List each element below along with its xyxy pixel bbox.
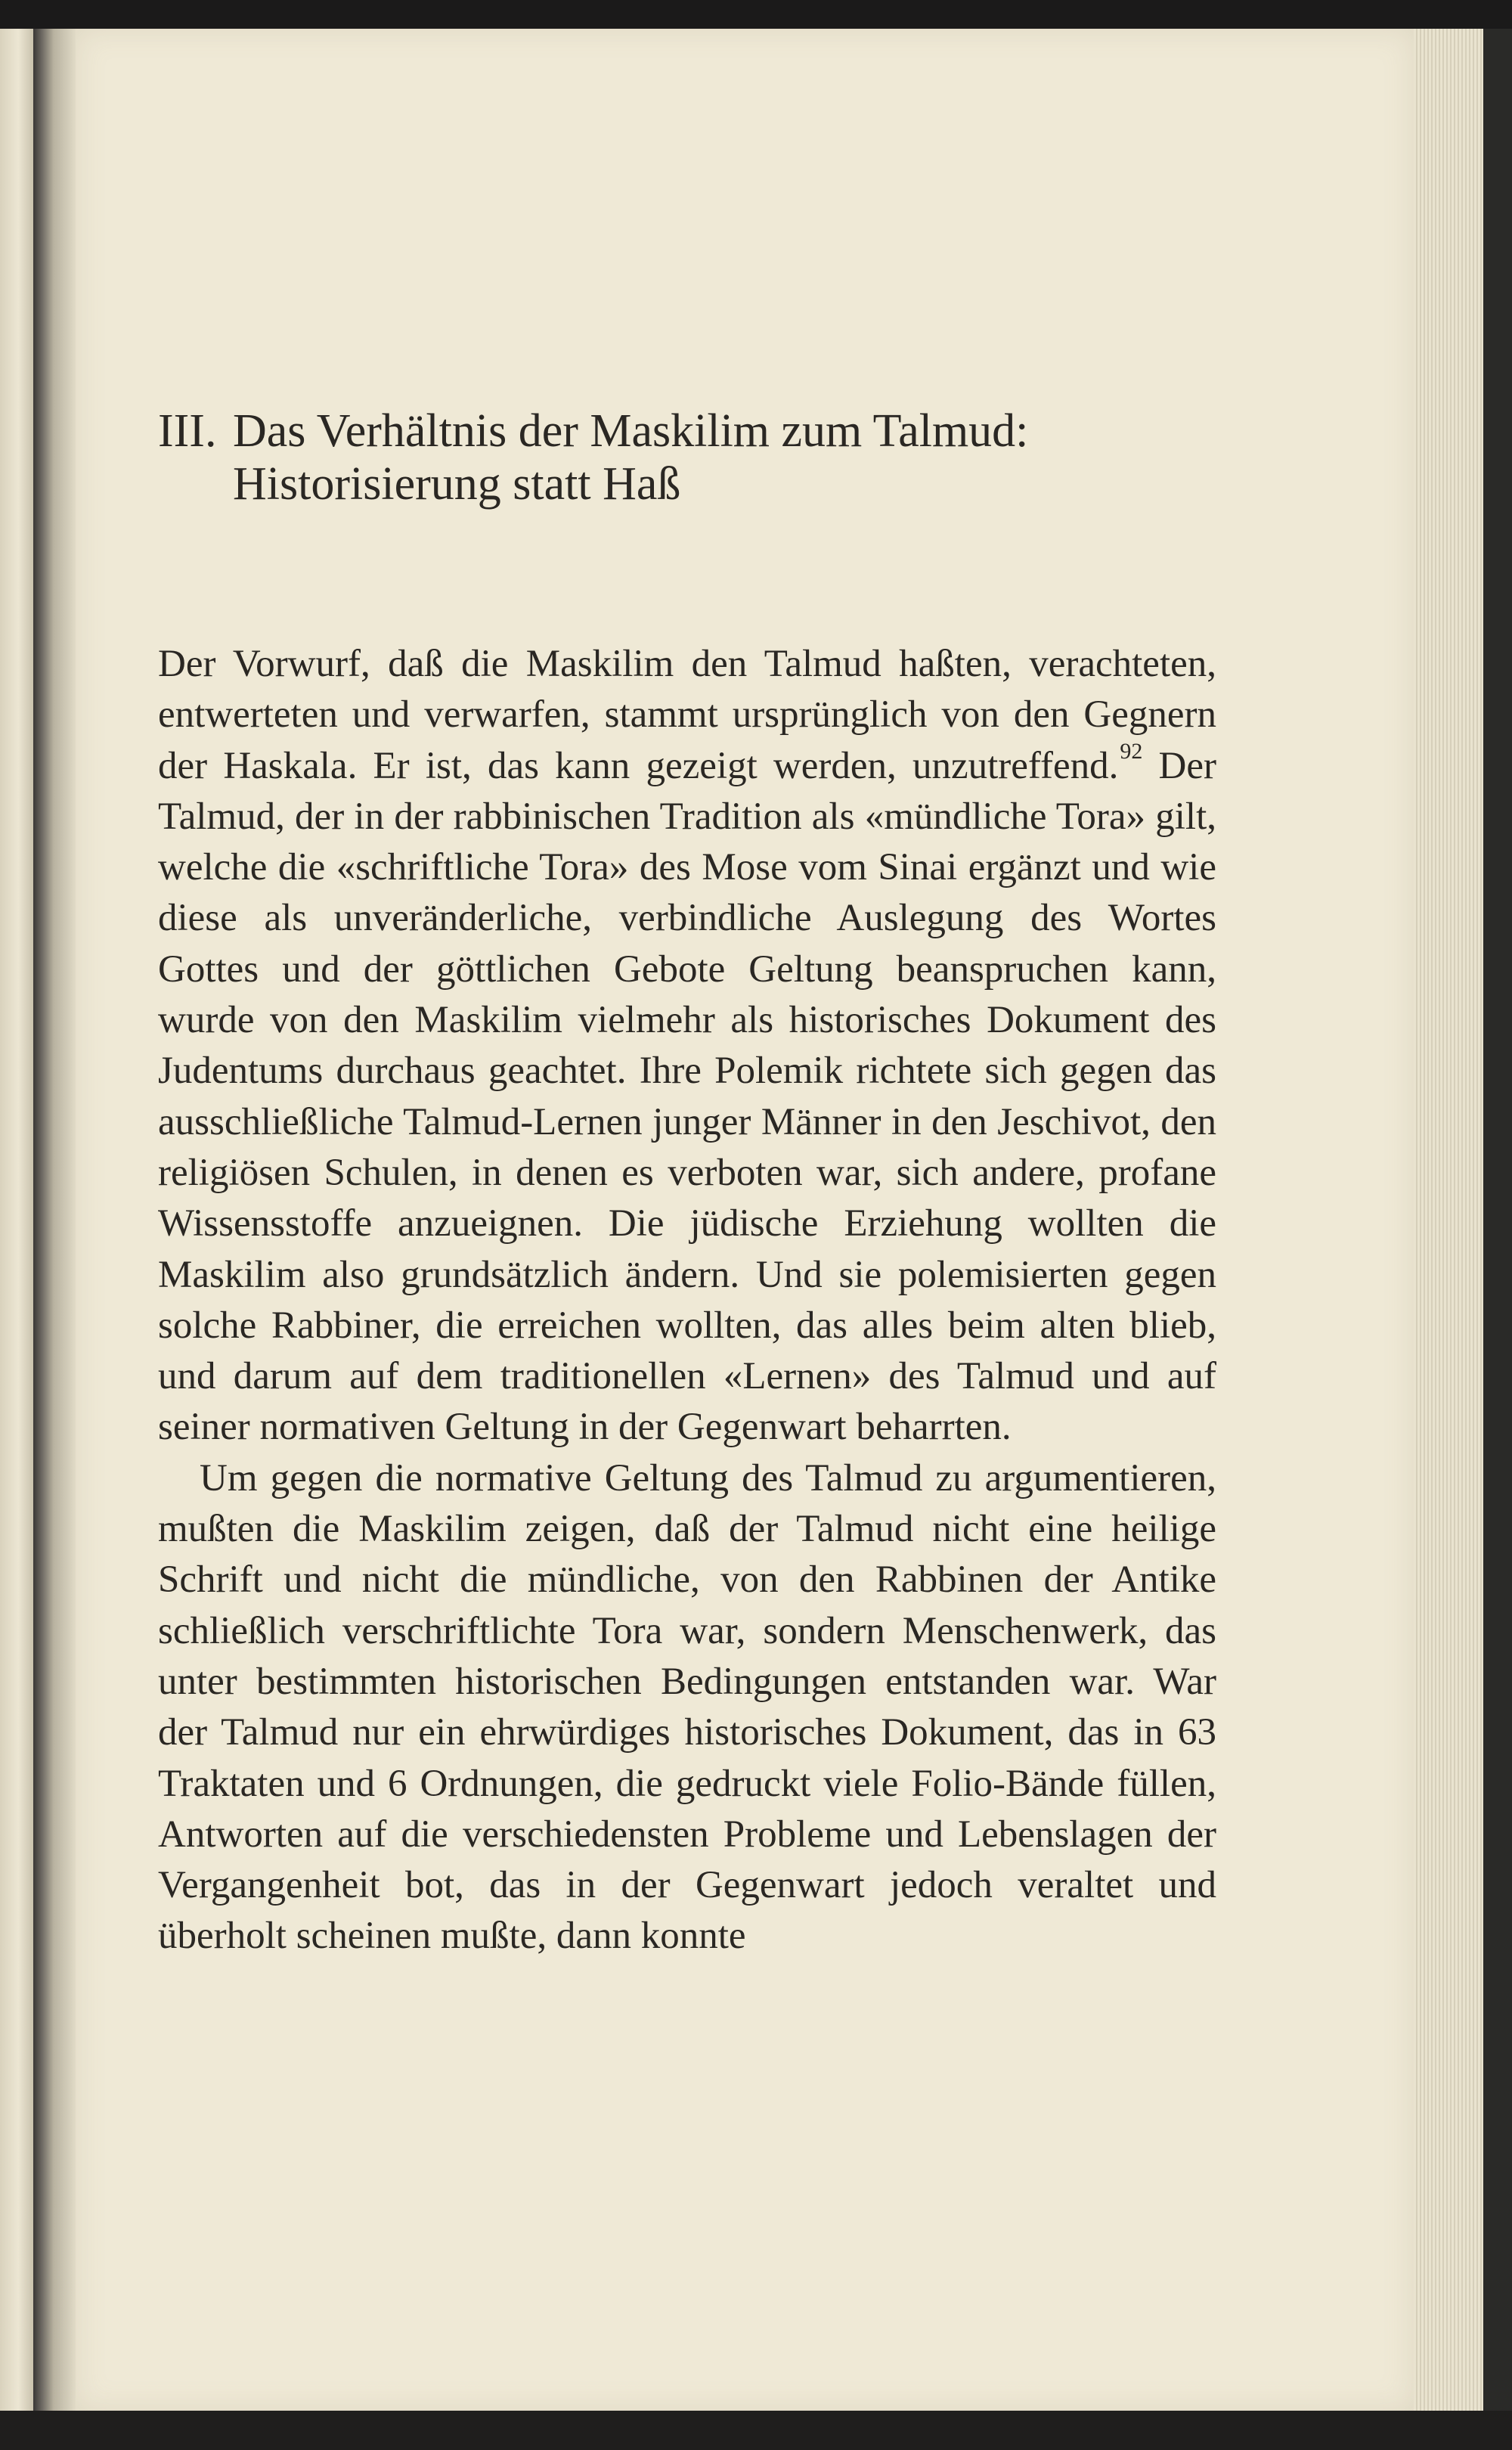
page-content <box>158 405 1216 1962</box>
scan-background <box>0 2411 1512 2450</box>
paragraph-1-text-b: Der Talmud, der in der rabbinischen Tradition als «mündliche Tora» gilt, welche die «schriftliche Tora» des Mose vom Sinai ergänzt und wie diese als unveränderliche, verbindliche Auslegung des Wortes Gottes und der göttlichen Gebote Geltung beanspruchen kann, wurde von den Maskilim vielmehr als historisches Dokument des Judentums durchaus geachtet. Ihre Polemik richtete sich gegen das ausschließliche Talmud-Lernen junger Männer in den Jeschivot, den religiösen Schulen, in denen es verboten war, sich andere, profane Wissensstoffe anzueignen. Die jüdische Erziehung wollten die Maskilim also grundsätzlich ändern. Und sie polemisierten gegen solche Rabbiner, die erreichen wollten, das alles beim alten blieb, und darum auf dem traditionellen «Lernen» des Talmud und auf seiner normativen Geltung in der Gegenwart beharrten. <box>158 744 1216 1449</box>
paragraph-2: Um gegen die normative Geltung des Talmud zu argumentieren, mußten die Maskilim zeigen, daß der Talmud nicht eine heilige Schrift und nicht die mündliche, von den Rabbinen der Antike schließlich verschriftlichte Tora war, sondern Menschenwerk, das unter bestimmten historischen Bedingungen entstanden war. War der Talmud nur ein ehrwürdiges historisches Dokument, das in 63 Traktaten und 6 Ordnungen, die gedruckt viele Folio-Bände füllen, Antworten auf die verschiedensten Probleme und Lebenslagen der Vergangenheit bot, das in der Gegenwart jedoch veraltet und überholt scheinen mußte, dann konnte <box>158 1456 1216 1958</box>
body-text <box>158 639 1216 1962</box>
chapter-title-line-1: Das Verhältnis der Maskilim zum Talmud: <box>233 405 1029 457</box>
chapter-title-line-2: Historisierung statt Haß <box>233 458 681 510</box>
chapter-heading <box>158 405 1216 510</box>
paragraph-1-text-a: Der Vorwurf, daß die Maskilim den Talmud haßten, verachteten, entwerteten und verwarfen, stammt ursprünglich von den Gegnern der Haskala. Er ist, das kann gezeigt werden, unzutreffend. <box>158 643 1216 787</box>
paragraph-1 <box>158 639 1216 1453</box>
previous-page-edge <box>0 29 33 2411</box>
footnote-reference[interactable]: 92 <box>1120 739 1143 764</box>
chapter-title <box>233 405 1028 510</box>
book-gutter <box>33 29 79 2411</box>
cover-edge <box>1483 29 1512 2411</box>
page-stack-edges <box>1414 29 1483 2411</box>
chapter-number: III. <box>158 405 217 457</box>
